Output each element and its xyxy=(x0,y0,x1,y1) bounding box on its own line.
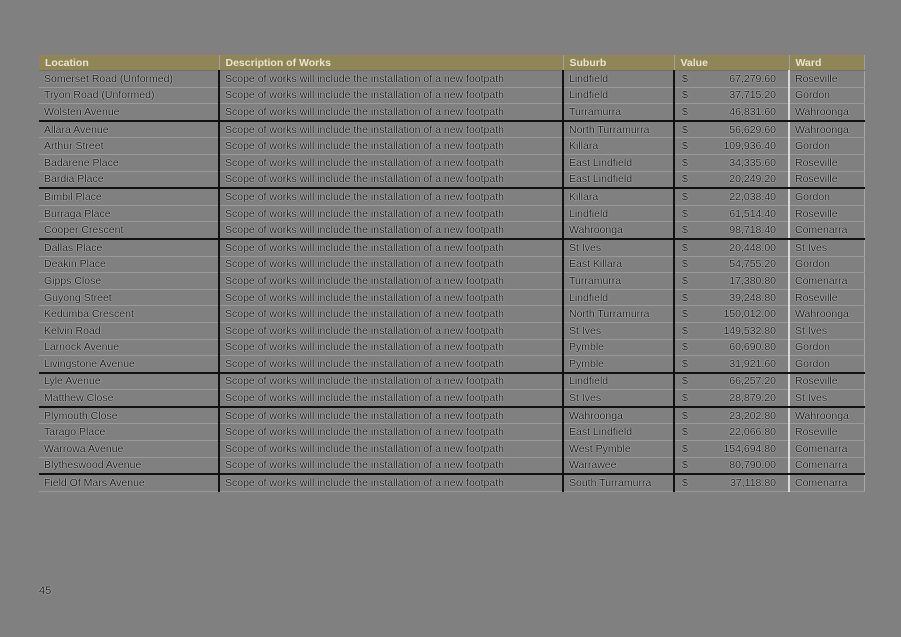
cell-description: Scope of works will include the installation of a new footpath xyxy=(219,188,563,205)
cell-suburb: West Pymble xyxy=(563,441,674,458)
cell-description: Scope of works will include the installation of a new footpath xyxy=(219,104,563,121)
cell-value xyxy=(674,138,789,155)
cell-value xyxy=(674,171,789,188)
table-body xyxy=(39,71,864,492)
currency-symbol: $ xyxy=(682,426,688,439)
cell-ward: Wahroonga xyxy=(789,121,864,138)
cell-ward: Roseville xyxy=(789,71,864,88)
cell-description: Scope of works will include the installation of a new footpath xyxy=(219,138,563,155)
cell-suburb: East Killara xyxy=(563,256,674,273)
value-amount: 22,066.80 xyxy=(729,426,776,439)
table-row xyxy=(39,121,864,138)
table-row xyxy=(39,104,864,121)
header-location: Location xyxy=(39,55,219,71)
cell-location: Cooper Crescent xyxy=(39,222,219,239)
cell-value xyxy=(674,424,789,441)
cell-value xyxy=(674,322,789,339)
table-row xyxy=(39,138,864,155)
cell-description: Scope of works will include the installation of a new footpath xyxy=(219,171,563,188)
cell-value xyxy=(674,205,789,222)
currency-symbol: $ xyxy=(682,459,688,472)
cell-ward: Gordon xyxy=(789,356,864,373)
table-row xyxy=(39,306,864,323)
cell-ward: Gordon xyxy=(789,87,864,104)
cell-location: Larnock Avenue xyxy=(39,339,219,356)
value-amount: 34,335.60 xyxy=(729,156,776,169)
value-amount: 109,936.40 xyxy=(723,140,776,153)
currency-symbol: $ xyxy=(682,357,688,370)
cell-suburb: Wahroonga xyxy=(563,222,674,239)
table-row xyxy=(39,273,864,290)
currency-symbol: $ xyxy=(682,392,688,405)
currency-symbol: $ xyxy=(682,207,688,220)
cell-suburb: Turramurra xyxy=(563,104,674,121)
table-row xyxy=(39,407,864,424)
value-amount: 80,790.00 xyxy=(729,459,776,472)
currency-symbol: $ xyxy=(682,140,688,153)
cell-suburb: Lindfield xyxy=(563,87,674,104)
cell-description: Scope of works will include the installation of a new footpath xyxy=(219,457,563,474)
cell-location: Matthew Close xyxy=(39,390,219,407)
value-amount: 17,380.80 xyxy=(729,274,776,287)
value-amount: 67,279.60 xyxy=(729,72,776,85)
value-amount: 66,257.20 xyxy=(729,375,776,388)
page-number: 45 xyxy=(39,585,52,597)
cell-value xyxy=(674,390,789,407)
cell-suburb: South Turramurra xyxy=(563,474,674,491)
cell-ward: Wahroonga xyxy=(789,104,864,121)
table-row xyxy=(39,322,864,339)
cell-location: Field Of Mars Avenue xyxy=(39,474,219,491)
cell-suburb: Turramurra xyxy=(563,273,674,290)
value-amount: 60,690.80 xyxy=(729,341,776,354)
cell-ward: Wahroonga xyxy=(789,306,864,323)
value-amount: 20,249.20 xyxy=(729,173,776,186)
cell-ward: Roseville xyxy=(789,289,864,306)
table-row xyxy=(39,457,864,474)
cell-ward: Gordon xyxy=(789,339,864,356)
cell-value xyxy=(674,474,789,491)
currency-symbol: $ xyxy=(682,72,688,85)
table-row xyxy=(39,441,864,458)
cell-location: Blytheswood Avenue xyxy=(39,457,219,474)
header-ward: Ward xyxy=(789,55,864,71)
cell-description: Scope of works will include the installation of a new footpath xyxy=(219,339,563,356)
cell-value xyxy=(674,239,789,256)
header-description: Description of Works xyxy=(219,55,563,71)
value-amount: 150,012.00 xyxy=(723,308,776,321)
currency-symbol: $ xyxy=(682,324,688,337)
cell-value xyxy=(674,188,789,205)
cell-location: Deakin Place xyxy=(39,256,219,273)
table-row xyxy=(39,71,864,88)
cell-ward: St Ives xyxy=(789,322,864,339)
cell-location: Bimbil Place xyxy=(39,188,219,205)
cell-value xyxy=(674,87,789,104)
cell-ward: Comenarra xyxy=(789,222,864,239)
cell-ward: Comenarra xyxy=(789,273,864,290)
cell-suburb: St Ives xyxy=(563,390,674,407)
cell-suburb: Lindfield xyxy=(563,289,674,306)
header-value: Value xyxy=(674,55,789,71)
cell-description: Scope of works will include the installation of a new footpath xyxy=(219,222,563,239)
cell-value xyxy=(674,289,789,306)
cell-value xyxy=(674,407,789,424)
cell-ward: Roseville xyxy=(789,373,864,390)
table-row xyxy=(39,256,864,273)
currency-symbol: $ xyxy=(682,409,688,422)
value-amount: 61,514.40 xyxy=(729,207,776,220)
cell-suburb: Lindfield xyxy=(563,373,674,390)
currency-symbol: $ xyxy=(682,258,688,271)
cell-description: Scope of works will include the installation of a new footpath xyxy=(219,356,563,373)
table-header-row xyxy=(39,55,864,71)
cell-description: Scope of works will include the installation of a new footpath xyxy=(219,322,563,339)
value-amount: 46,831.60 xyxy=(729,105,776,118)
cell-value xyxy=(674,457,789,474)
cell-location: Burraga Place xyxy=(39,205,219,222)
value-amount: 23,202.80 xyxy=(729,409,776,422)
cell-location: Bardia Place xyxy=(39,171,219,188)
table-row xyxy=(39,239,864,256)
currency-symbol: $ xyxy=(682,442,688,455)
currency-symbol: $ xyxy=(682,308,688,321)
cell-location: Kedumba Crescent xyxy=(39,306,219,323)
cell-suburb: East Lindfield xyxy=(563,154,674,171)
cell-location: Badarene Place xyxy=(39,154,219,171)
table-row xyxy=(39,171,864,188)
cell-description: Scope of works will include the installation of a new footpath xyxy=(219,205,563,222)
cell-description: Scope of works will include the installation of a new footpath xyxy=(219,306,563,323)
currency-symbol: $ xyxy=(682,224,688,237)
value-amount: 20,448.00 xyxy=(729,241,776,254)
cell-description: Scope of works will include the installation of a new footpath xyxy=(219,424,563,441)
cell-value xyxy=(674,121,789,138)
value-amount: 28,879.20 xyxy=(729,392,776,405)
cell-description: Scope of works will include the installation of a new footpath xyxy=(219,390,563,407)
currency-symbol: $ xyxy=(682,190,688,203)
cell-description: Scope of works will include the installation of a new footpath xyxy=(219,441,563,458)
table-row xyxy=(39,205,864,222)
cell-description: Scope of works will include the installation of a new footpath xyxy=(219,256,563,273)
header-suburb: Suburb xyxy=(563,55,674,71)
value-amount: 31,921.60 xyxy=(729,357,776,370)
cell-location: Dallas Place xyxy=(39,239,219,256)
value-amount: 54,755.20 xyxy=(729,258,776,271)
cell-description: Scope of works will include the installation of a new footpath xyxy=(219,121,563,138)
cell-ward: Roseville xyxy=(789,424,864,441)
cell-location: Livingstone Avenue xyxy=(39,356,219,373)
cell-location: Plymouth Close xyxy=(39,407,219,424)
cell-description: Scope of works will include the installation of a new footpath xyxy=(219,154,563,171)
cell-value xyxy=(674,222,789,239)
cell-description: Scope of works will include the installation of a new footpath xyxy=(219,407,563,424)
cell-suburb: East Lindfield xyxy=(563,171,674,188)
cell-description: Scope of works will include the installation of a new footpath xyxy=(219,273,563,290)
cell-ward: Gordon xyxy=(789,188,864,205)
cell-location: Somerset Road (Unformed) xyxy=(39,71,219,88)
cell-value xyxy=(674,373,789,390)
currency-symbol: $ xyxy=(682,173,688,186)
cell-location: Allara Avenue xyxy=(39,121,219,138)
cell-description: Scope of works will include the installation of a new footpath xyxy=(219,474,563,491)
table-row xyxy=(39,474,864,491)
cell-suburb: St Ives xyxy=(563,322,674,339)
cell-location: Arthur Street xyxy=(39,138,219,155)
cell-ward: Roseville xyxy=(789,154,864,171)
cell-value xyxy=(674,154,789,171)
cell-location: Tryon Road (Unformed) xyxy=(39,87,219,104)
table-row xyxy=(39,390,864,407)
cell-ward: Comenarra xyxy=(789,441,864,458)
cell-location: Gipps Close xyxy=(39,273,219,290)
value-amount: 37,715.20 xyxy=(729,89,776,102)
table-row xyxy=(39,289,864,306)
cell-location: Lyle Avenue xyxy=(39,373,219,390)
currency-symbol: $ xyxy=(682,241,688,254)
cell-ward: Comenarra xyxy=(789,457,864,474)
cell-suburb: North Turramurra xyxy=(563,121,674,138)
cell-ward: St Ives xyxy=(789,390,864,407)
table-row xyxy=(39,373,864,390)
cell-ward: Gordon xyxy=(789,138,864,155)
value-amount: 98,718.40 xyxy=(729,224,776,237)
currency-symbol: $ xyxy=(682,341,688,354)
cell-suburb: Warrawee xyxy=(563,457,674,474)
cell-suburb: Lindfield xyxy=(563,71,674,88)
cell-suburb: Pymble xyxy=(563,339,674,356)
cell-location: Guyong Street xyxy=(39,289,219,306)
currency-symbol: $ xyxy=(682,291,688,304)
cell-suburb: Pymble xyxy=(563,356,674,373)
cell-suburb: Lindfield xyxy=(563,205,674,222)
currency-symbol: $ xyxy=(682,375,688,388)
cell-value xyxy=(674,104,789,121)
works-table xyxy=(39,55,865,492)
currency-symbol: $ xyxy=(682,477,688,490)
value-amount: 149,532.80 xyxy=(723,324,776,337)
cell-suburb: Killara xyxy=(563,188,674,205)
cell-suburb: Wahroonga xyxy=(563,407,674,424)
cell-description: Scope of works will include the installation of a new footpath xyxy=(219,239,563,256)
cell-suburb: East Lindfield xyxy=(563,424,674,441)
cell-ward: Roseville xyxy=(789,171,864,188)
value-amount: 154,694.80 xyxy=(723,442,776,455)
cell-description: Scope of works will include the installation of a new footpath xyxy=(219,289,563,306)
cell-value xyxy=(674,356,789,373)
cell-description: Scope of works will include the installation of a new footpath xyxy=(219,373,563,390)
cell-location: Kelvin Road xyxy=(39,322,219,339)
currency-symbol: $ xyxy=(682,89,688,102)
table-row xyxy=(39,222,864,239)
currency-symbol: $ xyxy=(682,123,688,136)
cell-suburb: St Ives xyxy=(563,239,674,256)
value-amount: 22,038.40 xyxy=(729,190,776,203)
table-row xyxy=(39,339,864,356)
cell-value xyxy=(674,71,789,88)
cell-ward: Comenarra xyxy=(789,474,864,491)
currency-symbol: $ xyxy=(682,105,688,118)
cell-value xyxy=(674,441,789,458)
value-amount: 39,248.80 xyxy=(729,291,776,304)
table-row xyxy=(39,424,864,441)
currency-symbol: $ xyxy=(682,274,688,287)
cell-ward: St Ives xyxy=(789,239,864,256)
cell-suburb: North Turramurra xyxy=(563,306,674,323)
table-row xyxy=(39,188,864,205)
cell-value xyxy=(674,256,789,273)
cell-suburb: Killara xyxy=(563,138,674,155)
value-amount: 56,629.60 xyxy=(729,123,776,136)
currency-symbol: $ xyxy=(682,156,688,169)
table-row xyxy=(39,87,864,104)
cell-ward: Wahroonga xyxy=(789,407,864,424)
table-row xyxy=(39,154,864,171)
cell-value xyxy=(674,273,789,290)
cell-value xyxy=(674,306,789,323)
cell-ward: Gordon xyxy=(789,256,864,273)
cell-location: Wolsten Avenue xyxy=(39,104,219,121)
value-amount: 37,118.80 xyxy=(730,477,776,490)
cell-location: Warrowa Avenue xyxy=(39,441,219,458)
cell-ward: Roseville xyxy=(789,205,864,222)
table-row xyxy=(39,356,864,373)
cell-description: Scope of works will include the installation of a new footpath xyxy=(219,71,563,88)
cell-location: Tarago Place xyxy=(39,424,219,441)
cell-value xyxy=(674,339,789,356)
cell-description: Scope of works will include the installation of a new footpath xyxy=(219,87,563,104)
